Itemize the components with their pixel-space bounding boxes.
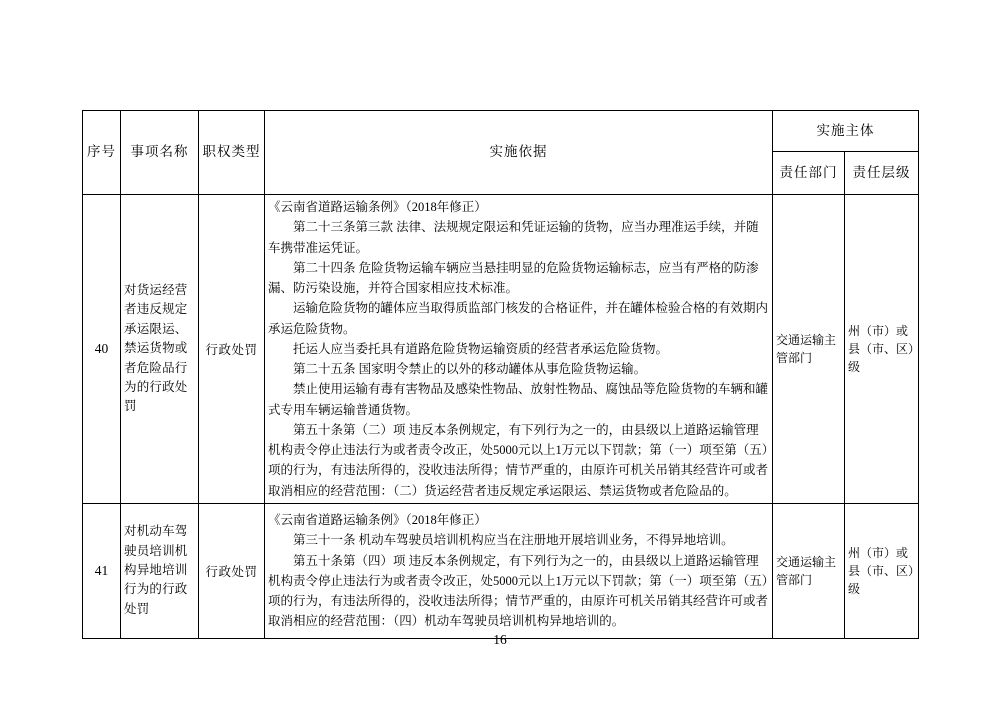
- basis-paragraph: 托运人应当委托具有道路危险货物运输资质的经营者承运危险货物。: [293, 341, 669, 356]
- authority-items-table: [82, 110, 919, 639]
- cell-basis: [265, 195, 773, 504]
- cell-responsible-level: 州（市）或县（市、区）级: [845, 503, 919, 638]
- header-subject-group: 实施主体: [773, 111, 919, 152]
- header-item-name: 事项名称: [121, 111, 199, 195]
- cell-authority-type: 行政处罚: [199, 503, 265, 638]
- table-row: [83, 503, 919, 638]
- table-body: [83, 195, 919, 639]
- cell-responsible-dept: 交通运输主管部门: [773, 195, 845, 504]
- table-header: [83, 111, 919, 195]
- basis-paragraph: 第五十条第（二）项 违反本条例规定，有下列行为之一的，由县级以上道路运输管理机构责令停止违法行为或者责令改正，处5000元以上1万元以下罚款；第（一）项至第（五）项的行为，有违法所得的，没收违法所得；情节严重的，由原许可机关吊销其经营许可或者取消相应的经营范围：（二）货运经营者违反规定承运限运、禁运货物或者危险品的。: [268, 422, 769, 498]
- basis-paragraph: 第二十五条 国家明令禁止的以外的移动罐体从事危险货物运输。: [293, 362, 647, 376]
- table-row: [83, 195, 919, 504]
- basis-paragraph: 第二十四条 危险货物运输车辆应当悬挂明显的危险货物运输标志，应当有严格的防渗漏、防污染设施，并符合国家相应技术标准。: [268, 260, 759, 295]
- cell-responsible-level: 州（市）或县（市、区）级: [845, 195, 919, 504]
- basis-paragraph: 禁止使用运输有毒有害物品及感染性物品、放射性物品、腐蚀品等危险货物的车辆和罐式专用车辆运输普通货物。: [268, 382, 769, 417]
- cell-item-name: 对机动车驾驶员培训机构异地培训行为的行政处罚: [121, 503, 199, 638]
- table-header-row-1: [83, 111, 919, 152]
- basis-paragraph: 运输危险货物的罐体应当取得质监部门核发的合格证件，并在罐体检验合格的有效期内承运危险货物。: [268, 301, 769, 336]
- cell-authority-type: 行政处罚: [199, 195, 265, 504]
- basis-paragraph: 第二十三条第三款 法律、法规规定限运和凭证运输的货物，应当办理准运手续，并随车携带准运凭证。: [268, 220, 759, 255]
- header-authority-type: 职权类型: [199, 111, 265, 195]
- authority-items-table-container: [82, 110, 918, 639]
- basis-paragraph: 第三十一条 机动车驾驶员培训机构应当在注册地开展培训业务，不得异地培训。: [293, 533, 734, 548]
- cell-responsible-dept: 交通运输主管部门: [773, 503, 845, 638]
- basis-paragraph: 《云南省道路运输条例》（2018年修正）: [268, 200, 487, 214]
- header-basis: 实施依据: [265, 111, 773, 195]
- header-responsible-dept: 责任部门: [773, 152, 845, 195]
- header-seq: 序号: [83, 111, 121, 195]
- header-responsible-level: 责任层级: [845, 152, 919, 195]
- cell-seq: 41: [83, 503, 121, 638]
- cell-seq: 40: [83, 195, 121, 504]
- basis-paragraph: 《云南省道路运输条例》（2018年修正）: [268, 513, 487, 527]
- cell-basis: [265, 503, 773, 638]
- cell-item-name: 对货运经营者违反规定承运限运、禁运货物或者危险品行为的行政处罚: [121, 195, 199, 504]
- page-number: 16: [493, 632, 507, 647]
- basis-paragraph: 第五十条第（四）项 违反本条例规定，有下列行为之一的，由县级以上道路运输管理机构责令停止违法行为或者责令改正，处5000元以上1万元以下罚款；第（一）项至第（五）项的行为，有违法所得的，没收违法所得；情节严重的，由原许可机关吊销其经营许可或者取消相应的经营范围：（四）机动车驾驶员培训机构异地培训的。: [268, 553, 769, 629]
